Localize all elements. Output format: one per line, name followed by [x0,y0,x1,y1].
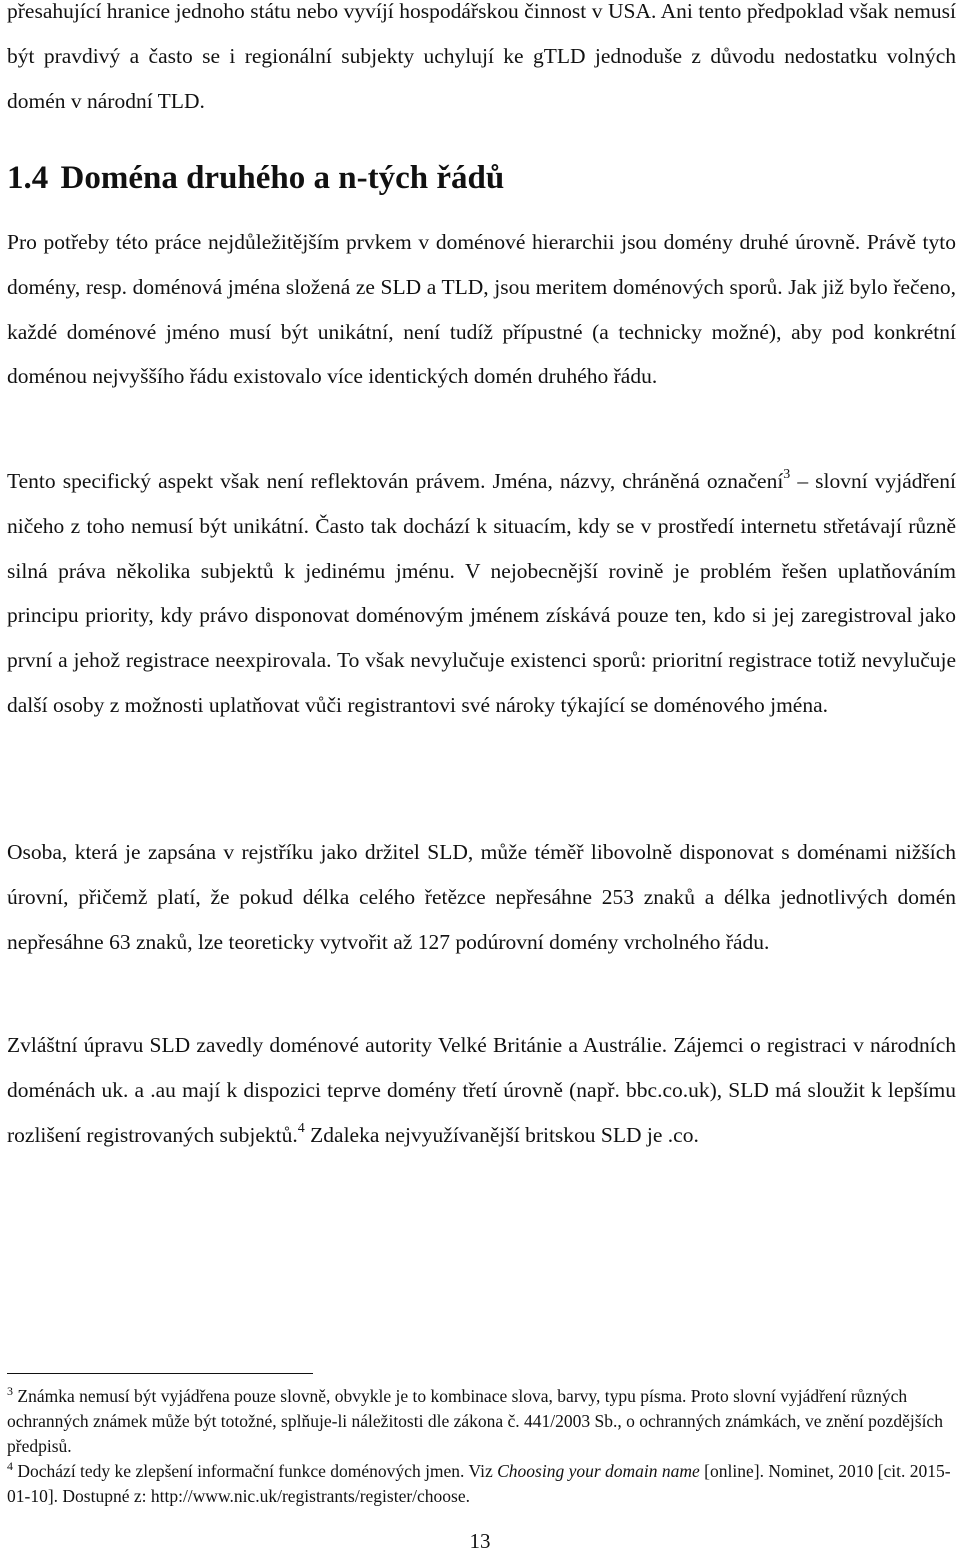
footnote-4-text-before: Dochází tedy ke zlepšení informační funkce doménových jmen. Viz [13,1461,498,1481]
footnote-4-text-after: [online]. Nominet, 2010 [cit. 2015-01-10]. Dostupné z: http://www.nic.uk/registrants/register/choose. [7,1461,951,1506]
paragraph-4 [7,1023,956,1157]
footnote-3 [7,1384,956,1459]
paragraph-2 [7,459,956,728]
footnote-ref-3: 3 [783,467,791,482]
footnote-4-title: Choosing your domain name [497,1461,700,1481]
paragraph-3: Osoba, která je zapsána v rejstříku jako držitel SLD, může téměř libovolně disponovat s doménami nižších úrovní, přičemž platí, že pokud délka celého řetězce nepřesáhne 253 znaků a délka jednotlivých domén nepřesáhne 63 znaků, lze teoreticky vytvořit až 127 podúrovní domény vrcholného řádu. [7,840,956,954]
paragraph-4-part-2: Zdaleka nejvyužívanější britskou SLD je .co. [304,1122,699,1147]
footnote-4-marker: 4 [7,1459,13,1473]
footnote-3-text: Známka nemusí být vyjádřena pouze slovně, obvykle je to kombinace slova, barvy, typu písma. Proto slovní vyjádření různých ochranných známek může být totožné, splňuje-li náležitosti dle zákona č. 441/2003 Sb., o ochranných známkách, ve znění pozdějších předpisů. [7,1386,943,1456]
paragraph-4-part-1: Zvláštní úpravu SLD zavedly doménové autority Velké Británie a Austrálie. Zájemci o registraci v národních doménách uk. a .au mají k dispozici teprve domény třetí úrovně (např. bbc.co.uk), SLD má sloužit k lepšímu rozlišení registrovaných subjektů. [7,1033,956,1147]
section-heading [7,150,504,206]
footnote-4 [7,1459,956,1509]
section-title: Doména druhého a n-tých řádů [60,160,505,196]
intro-paragraph: přesahující hranice jednoho státu nebo vyvíjí hospodářskou činnost v USA. Ani tento předpoklad však nemusí být pravdivý a často se i regionální subjekty uchylují ke gTLD jednoduše z důvodu nedostatku volných domén v národní TLD. [7,0,956,113]
footnote-3-marker: 3 [7,1384,13,1398]
section-number: 1.4 [7,160,49,196]
footnote-ref-4: 4 [297,1120,305,1136]
paragraph-2-part-2: – slovní vyjádření ničeho z toho nemusí být unikátní. Často tak dochází k situacím, kdy se v prostředí internetu střetávají různě silná práva několika subjektů k jedinému jménu. V nejobecnější rovině je problém řešen uplatňováním principu priority, kdy právo disponovat doménovým jménem získává pouze ten, kdo si jej zaregistroval jako první a jehož registrace neexpirovala. To však nevylučuje existenci sporů: prioritní registrace totiž nevylučuje další osoby z možnosti uplatňovat vůči registrantovi své nároky týkající se doménového jména. [7,469,956,717]
page-number: 13 [469,1529,491,1553]
footnote-separator [7,1373,313,1374]
paragraph-2-part-1: Tento specifický aspekt však není reflektován právem. Jména, názvy, chráněná označení [7,469,784,493]
paragraph-1: Pro potřeby této práce nejdůležitějším prvkem v doménové hierarchii jsou domény druhé úrovně. Právě tyto domény, resp. doménová jména složená ze SLD a TLD, jsou meritem doménových sporů. Jak již bylo řečeno, každé doménové jméno musí být unikátní, není tudíž přípustné (a technicky možné), aby pod konkrétní doménou nejvyššího řádu existovalo více identických domén druhého řádu. [7,230,956,389]
